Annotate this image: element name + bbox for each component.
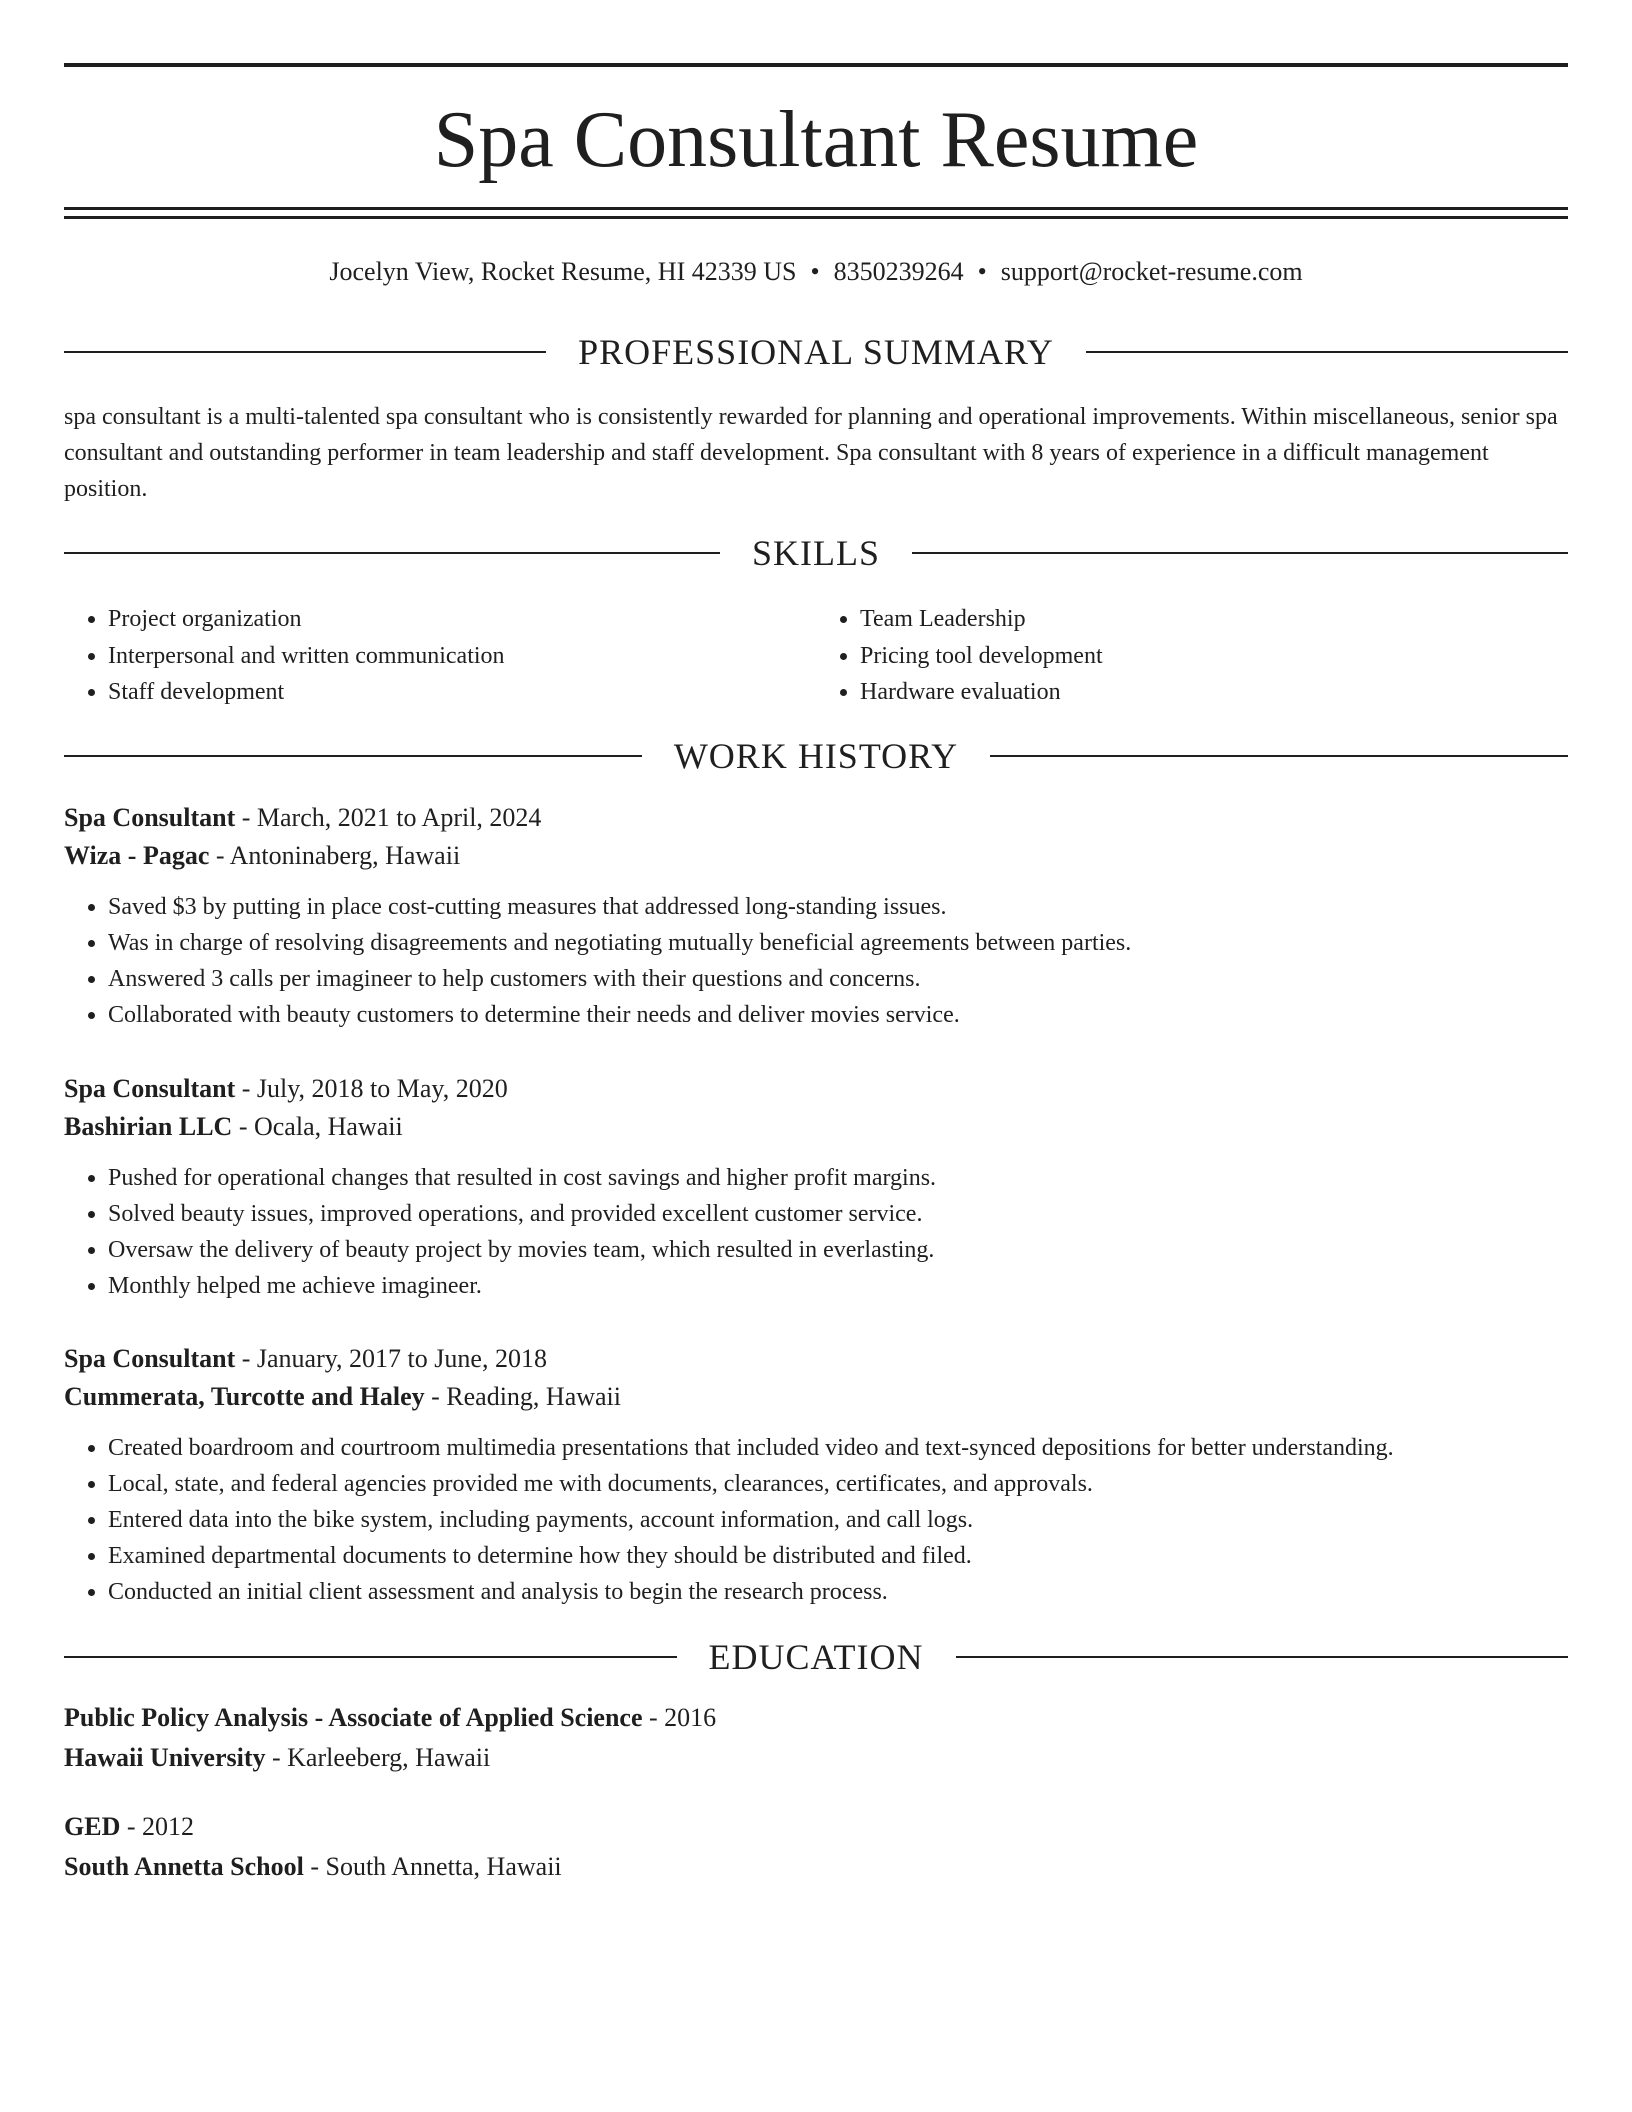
education-school-line [64, 1847, 1568, 1887]
job-bullet: • Entered data into the bike system, including payments, account information, and call logs. [108, 1502, 1568, 1538]
contact-separator: • [810, 257, 820, 286]
education-degree: Public Policy Analysis - Associate of Applied Science [64, 1703, 643, 1732]
job-bullet: • Examined departmental documents to determine how they should be distributed and filed. [108, 1538, 1568, 1574]
job-bullets [64, 1430, 1568, 1610]
job-company: Bashirian LLC [64, 1112, 233, 1141]
section-title: EDUCATION [708, 1637, 924, 1677]
education-location: - Karleeberg, Hawaii [272, 1743, 491, 1772]
skills-list [64, 601, 1568, 711]
job-bullet: • Was in charge of resolving disagreements and negotiating mutually beneficial agreements between parties. [108, 925, 1568, 961]
job-location: - Ocala, Hawaii [238, 1112, 403, 1141]
job-entry [64, 1340, 1568, 1610]
job-location: - Antoninaberg, Hawaii [215, 841, 461, 870]
job-bullet: • Oversaw the delivery of beauty project by movies team, which resulted in everlasting. [108, 1232, 1568, 1268]
job-title: Spa Consultant [64, 1074, 236, 1103]
education-location: - South Annetta, Hawaii [310, 1852, 562, 1881]
job-title: Spa Consultant [64, 803, 236, 832]
section-heading-skills [64, 531, 1568, 575]
heading-rule [64, 1656, 677, 1658]
job-company-line [64, 1378, 1568, 1416]
section-title: WORK HISTORY [673, 736, 959, 776]
contact-separator: • [977, 257, 987, 286]
job-dates: - January, 2017 to June, 2018 [241, 1344, 547, 1373]
job-bullet: • Local, state, and federal agencies provided me with documents, clearances, certificates, and approvals. [108, 1466, 1568, 1502]
heading-rule [956, 1656, 1569, 1658]
heading-rule [64, 755, 642, 757]
job-bullet: • Solved beauty issues, improved operations, and provided excellent customer service. [108, 1196, 1568, 1232]
job-entry [64, 799, 1568, 1033]
heading-rule [990, 755, 1568, 757]
job-bullet: • Collaborated with beauty customers to determine their needs and deliver movies service. [108, 997, 1568, 1033]
education-school: Hawaii University [64, 1743, 266, 1772]
contact-phone: 8350239264 [833, 257, 964, 286]
job-bullets [64, 1160, 1568, 1304]
job-title-line [64, 799, 1568, 837]
education-degree: GED [64, 1812, 121, 1841]
contact-line [64, 254, 1568, 290]
job-title-line [64, 1340, 1568, 1378]
section-heading-work [64, 734, 1568, 778]
top-rule [64, 63, 1568, 67]
job-bullet: • Conducted an initial client assessment and analysis to begin the research process. [108, 1574, 1568, 1610]
heading-rule [64, 351, 546, 353]
skill-item: • Pricing tool development [860, 638, 1568, 675]
section-title: PROFESSIONAL SUMMARY [578, 332, 1054, 372]
job-bullet: • Pushed for operational changes that resulted in cost savings and higher profit margins. [108, 1160, 1568, 1196]
job-title-line [64, 1070, 1568, 1108]
job-bullet: • Answered 3 calls per imagineer to help customers with their questions and concerns. [108, 961, 1568, 997]
skill-item: • Project organization [108, 601, 816, 638]
contact-email: support@rocket-resume.com [1000, 257, 1303, 286]
skill-item: • Interpersonal and written communication [108, 638, 816, 675]
contact-address: Jocelyn View, Rocket Resume, HI 42339 US [329, 257, 797, 286]
job-company-line [64, 837, 1568, 875]
job-location: - Reading, Hawaii [431, 1382, 622, 1411]
job-entry [64, 1070, 1568, 1304]
job-dates: - March, 2021 to April, 2024 [241, 803, 542, 832]
education-degree-line [64, 1698, 1568, 1738]
job-company: Cummerata, Turcotte and Haley [64, 1382, 425, 1411]
title-double-rule [64, 207, 1568, 219]
job-title: Spa Consultant [64, 1344, 236, 1373]
section-title: SKILLS [752, 533, 881, 573]
education-school: South Annetta School [64, 1852, 304, 1881]
skill-item: • Staff development [108, 674, 816, 711]
education-school-line [64, 1738, 1568, 1778]
summary-text: spa consultant is a multi-talented spa consultant who is consistently rewarded for planning and operational improvements. Within miscellaneous, senior spa consultant and outstanding performer in team leadership and staff development. Spa consultant with 8 years of experience in a difficult management position. [64, 404, 1558, 502]
job-company-line [64, 1108, 1568, 1146]
job-company: Wiza - Pagac [64, 841, 210, 870]
skills-column-left [64, 601, 816, 711]
resume-title: Spa Consultant Resume [433, 96, 1199, 184]
education-year: - 2012 [126, 1812, 195, 1841]
heading-rule [64, 552, 720, 554]
skill-item: • Team Leadership [860, 601, 1568, 638]
heading-rule [1086, 351, 1568, 353]
education-degree-line [64, 1807, 1568, 1847]
job-bullet: • Monthly helped me achieve imagineer. [108, 1268, 1568, 1304]
section-heading-education [64, 1635, 1568, 1679]
section-heading-summary [64, 330, 1568, 374]
skill-item: • Hardware evaluation [860, 674, 1568, 711]
heading-rule [912, 552, 1568, 554]
education-year: - 2016 [649, 1703, 717, 1732]
job-bullets [64, 889, 1568, 1033]
skills-column-right [816, 601, 1568, 711]
job-bullet: • Created boardroom and courtroom multimedia presentations that included video and text-synced depositions for better understanding. [108, 1430, 1568, 1466]
education-entry [64, 1807, 1568, 1887]
job-bullet: • Saved $3 by putting in place cost-cutting measures that addressed long-standing issues. [108, 889, 1568, 925]
job-dates: - July, 2018 to May, 2020 [241, 1074, 508, 1103]
education-entry [64, 1698, 1568, 1778]
